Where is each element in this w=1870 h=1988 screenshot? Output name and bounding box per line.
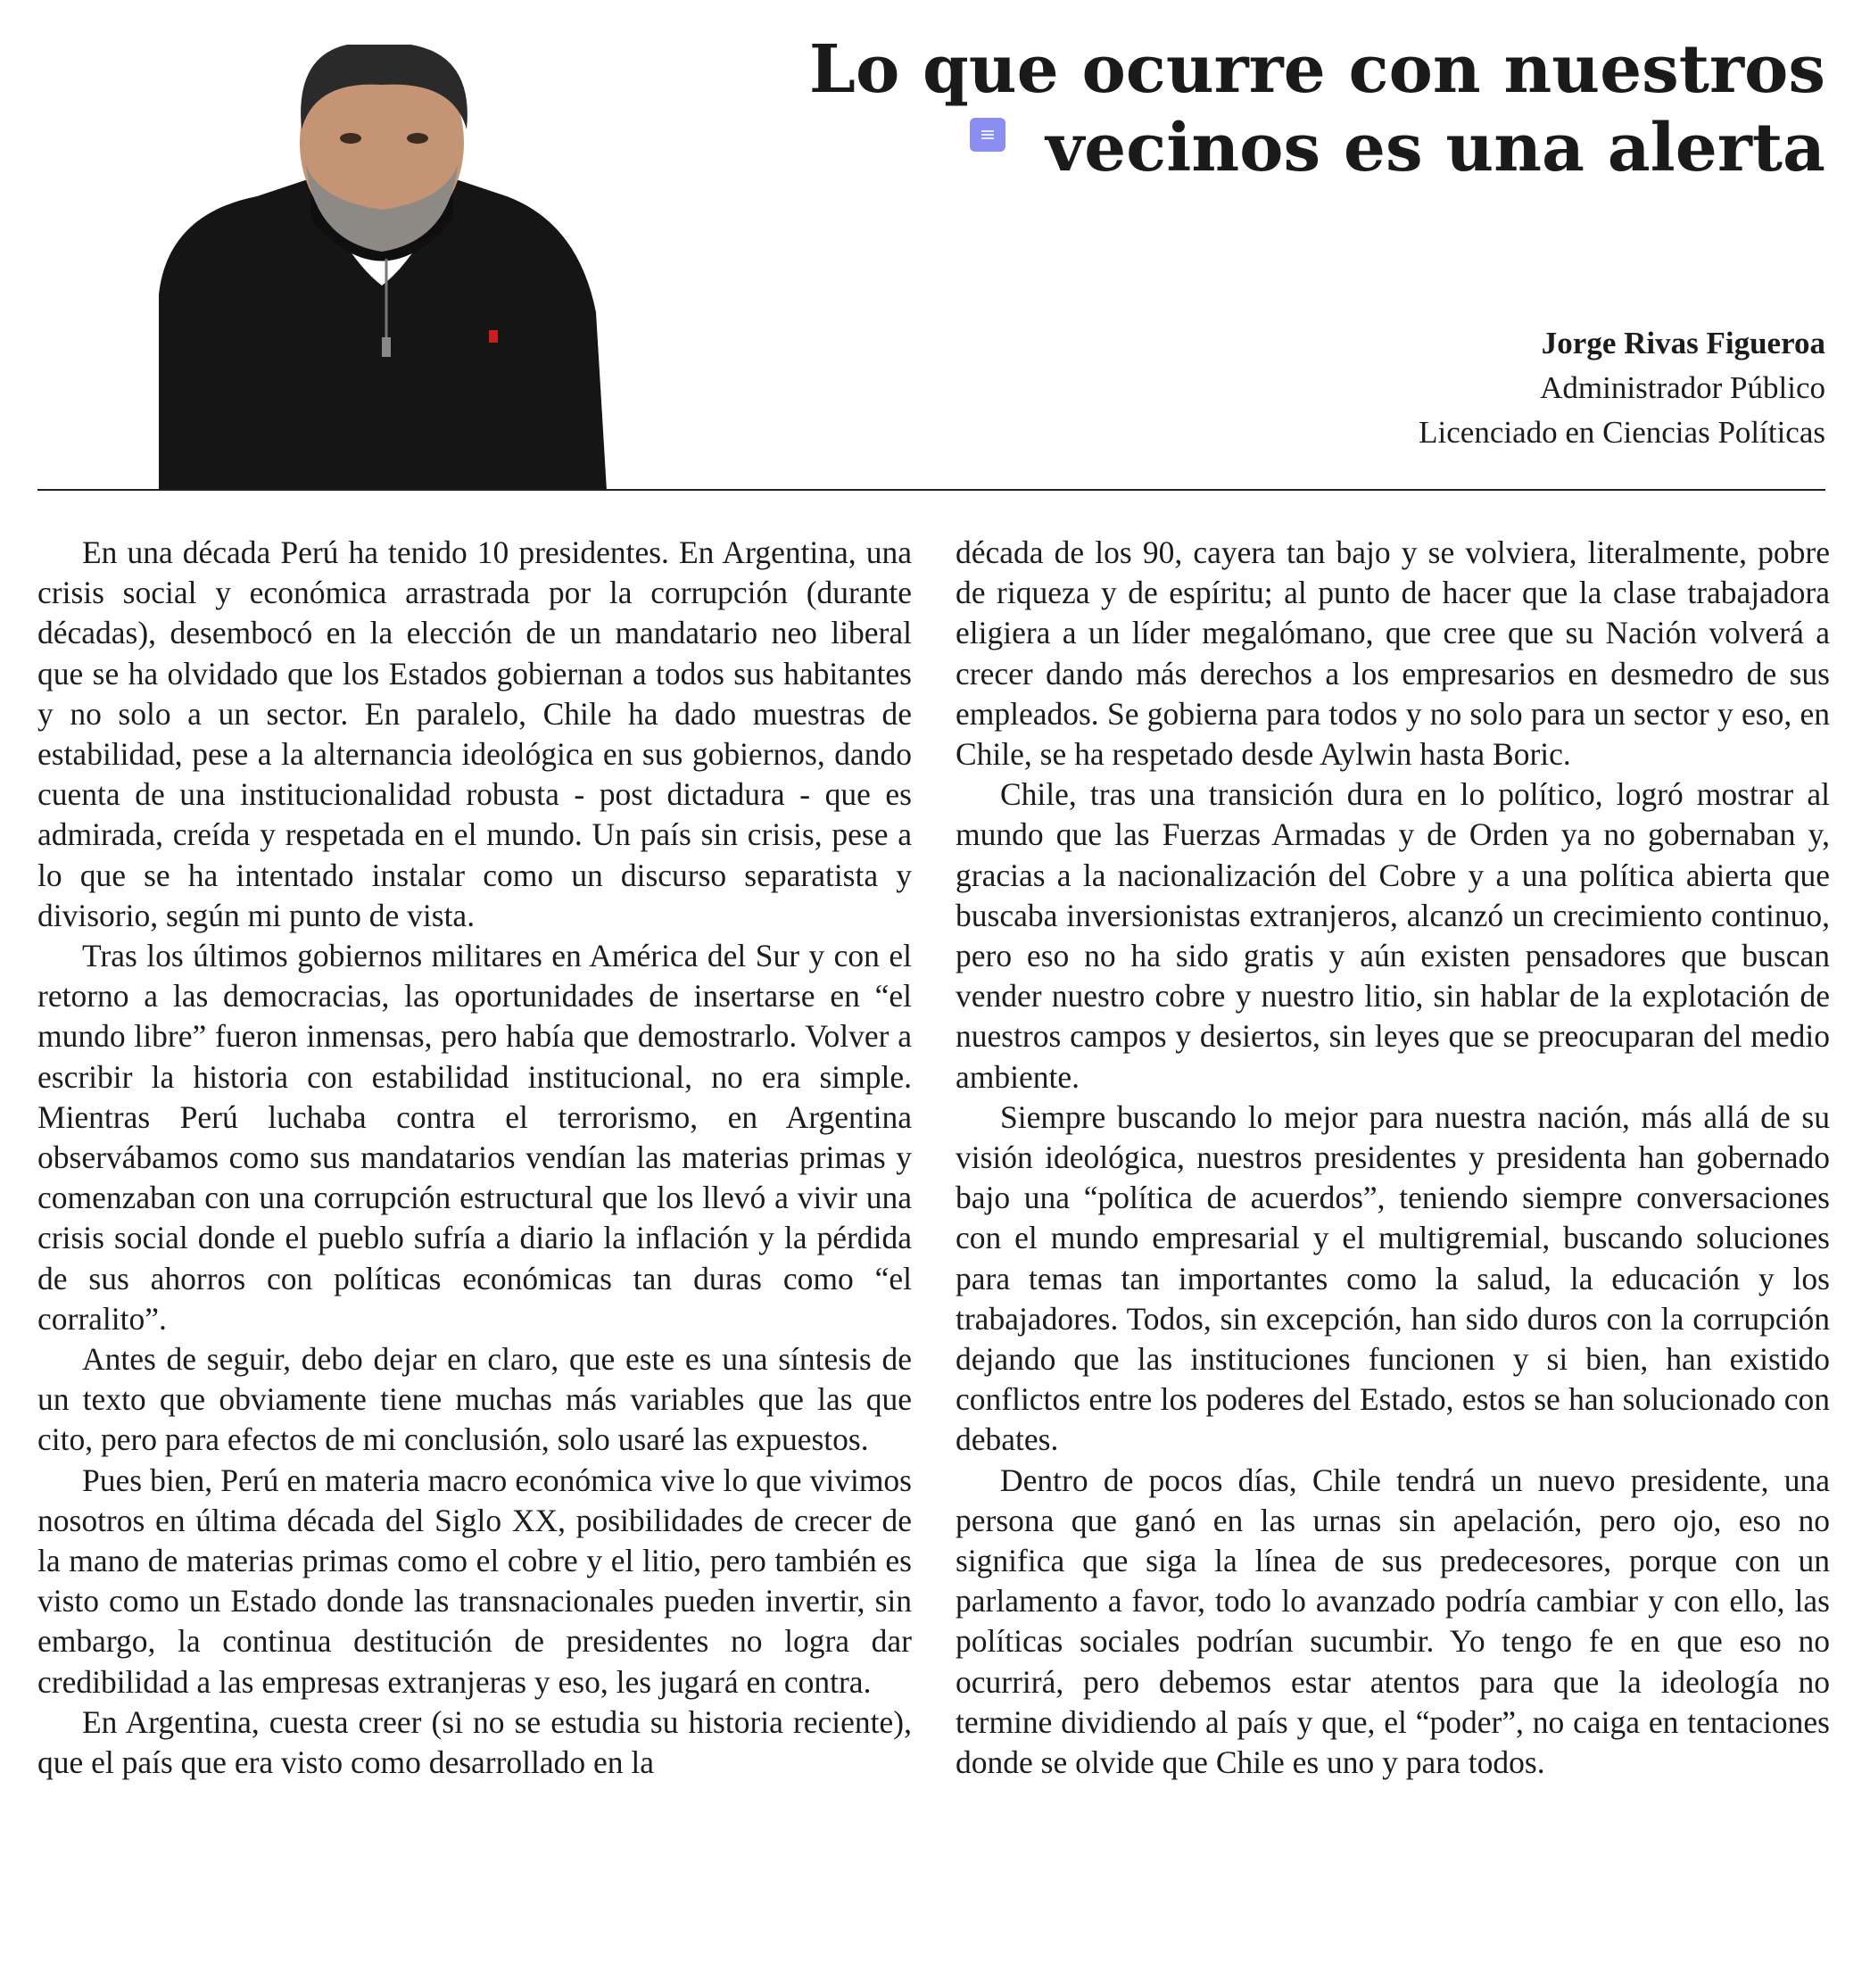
author-title-1: Administrador Público	[1540, 370, 1825, 405]
paragraph: En Argentina, cuesta creer (si no se estudia su historia reciente), que el país que era visto como desarrollado en la	[37, 1703, 912, 1781]
headline-line-2: vecinos es una alerta	[1046, 110, 1825, 186]
paragraph: Antes de seguir, debo dejar en claro, que este es una síntesis de un texto que obviamente tiene muchas más variables que las que cito, pero para efectos de mi conclusión, solo usaré las expuestos.	[37, 1341, 912, 1458]
paragraph: Siempre buscando lo mejor para nuestra nación, más allá de su visión ideológica, nuestros presidentes y presidenta han gobernado bajo una “política de acuerdos”, teniendo siempre conversaciones con el mundo empresarial y el multigremial, buscando soluciones para temas tan importantes como la salud, la educación y los trabajadores. Todos, sin excepción, han sido duros con la corrupción dejando que las instituciones funcionen y si bien, han existido conflictos entre los poderes del Estado, estos se han solucionado con debates.	[956, 1098, 1830, 1458]
left-column	[37, 533, 912, 1783]
author-photo	[159, 45, 607, 491]
paragraph: Tras los últimos gobiernos militares en América del Sur y con el retorno a las democracias, las oportunidades de insertarse en “el mundo libre” fueron inmensas, pero había que demostrarlo. Volver a escribir la historia con estabilidad institucional, no era simple. Mientras Perú luchaba contra el terrorismo, en Argentina observábamos como sus mandatarios vendían las materias primas y comenzaban con una corrupción estructural que los llevó a vivir una crisis social donde el pueblo sufría a diario la inflación y la pérdida de sus ahorros con políticas económicas tan duras como “el corralito”.	[37, 938, 912, 1337]
author-title-2: Licenciado en Ciencias Políticas	[1419, 415, 1825, 450]
byline	[1419, 321, 1825, 455]
right-column	[956, 533, 1830, 1783]
paragraph-continuation: década de los 90, cayera tan bajo y se volviera, literalmente, pobre de riqueza y de espíritu; al punto de hacer que la clase trabajadora eligiera a un líder megalómano, que cree que su Nación volverá a crecer dando más derechos a los empresarios en desmedro de sus empleados. Se gobierna para todos y no solo para un sector y eso, en Chile, se ha respetado desde Aylwin hasta Boric.	[956, 534, 1830, 773]
paragraph: Pues bien, Perú en materia macro económica vive lo que vivimos nosotros en última década del Siglo XX, posibilidades de crecer de la mano de materias primas como el cobre y el litio, pero también es visto como un Estado donde las transnacionales pueden invertir, sin embargo, la continua destitución de presidentes no logra dar credibilidad a las empresas extranjeras y eso, les jugará en contra.	[37, 1462, 912, 1700]
author-name: Jorge Rivas Figueroa	[1541, 326, 1825, 360]
paragraph: Dentro de pocos días, Chile tendrá un nuevo presidente, una persona que ganó en las urnas sin apelación, pero ojo, eso no significa que siga la línea de sus predecesores, porque con un parlamento a favor, todo lo avanzado podría cambiar y con ello, las políticas sociales podrían sucumbir. Yo tengo fe en que eso no ocurrirá, pero debemos estar atentos para que la ideología no termine dividiendo al país y que, el “poder”, no caiga en tentaciones donde se olvide que Chile es uno y para todos.	[956, 1462, 1830, 1781]
headline-line-1: Lo que ocurre con nuestros	[808, 31, 1825, 108]
paragraph: Chile, tras una transición dura en lo político, logró mostrar al mundo que las Fuerzas Armadas y de Orden ya no gobernaban y, gracias a la nacionalización del Cobre y a una política abierta que buscaba inversionistas extranjeros, alcanzó un crecimiento continuo, pero eso no ha sido gratis y aún existen pensadores que buscan vender nuestro cobre y nuestro litio, sin hablar de la explotación de nuestros campos y desiertos, sin leyes que se preocuparan del medio ambiente.	[956, 776, 1830, 1095]
headline	[755, 30, 1825, 187]
header-divider	[37, 489, 1825, 491]
paragraph: En una década Perú ha tenido 10 presidentes. En Argentina, una crisis social y económica arrastrada por la corrupción (durante décadas), desembocó en la elección de un mandatario neo liberal que se ha olvidado que los Estados gobiernan a todos sus habitantes y no solo a un sector. En paralelo, Chile ha dado muestras de estabilidad, pese a la alternancia ideológica en sus gobiernos, dando cuenta de una institucionalidad robusta - post dictadura - que es admirada, creída y respetada en el mundo. Un país sin crisis, pese a lo que se ha intentado instalar como un discurso separatista y divisorio, según mi punto de vista.	[37, 534, 912, 933]
